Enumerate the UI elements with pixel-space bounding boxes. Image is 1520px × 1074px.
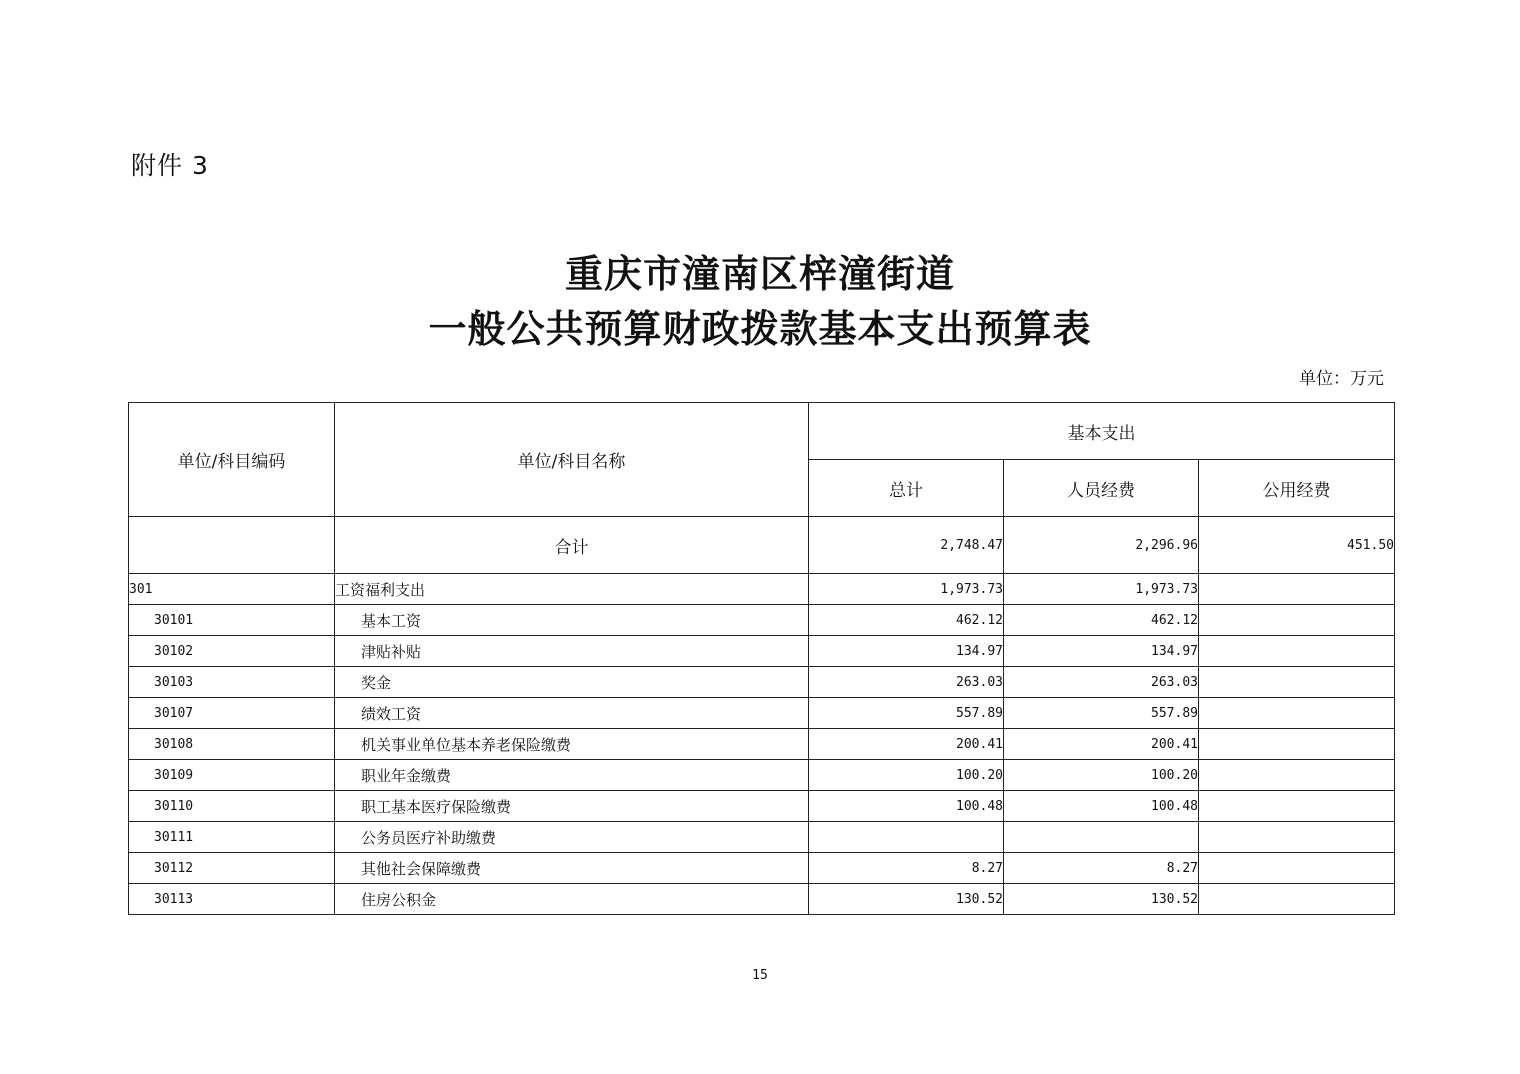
name-cell: 基本工资 — [335, 605, 809, 636]
total-cell: 263.03 — [809, 667, 1004, 698]
name-cell: 住房公积金 — [335, 884, 809, 915]
attachment-label: 附件 3 — [131, 151, 209, 180]
public-cell — [1199, 605, 1395, 636]
personnel-cell: 134.97 — [1004, 636, 1199, 667]
total-cell: 100.48 — [809, 791, 1004, 822]
personnel-cell: 462.12 — [1004, 605, 1199, 636]
header-basic-expenditure: 基本支出 — [809, 403, 1395, 460]
code-cell: 30102 — [129, 636, 335, 667]
code-cell: 30103 — [129, 667, 335, 698]
name-cell: 公务员医疗补助缴费 — [335, 822, 809, 853]
total-row — [129, 517, 1395, 574]
unit-label: 单位：万元 — [1299, 369, 1384, 389]
code-cell: 30107 — [129, 698, 335, 729]
personnel-cell: 100.20 — [1004, 760, 1199, 791]
name-cell: 机关事业单位基本养老保险缴费 — [335, 729, 809, 760]
total-public-cell: 451.50 — [1199, 517, 1395, 574]
total-cell: 200.41 — [809, 729, 1004, 760]
public-cell — [1199, 884, 1395, 915]
personnel-cell — [1004, 822, 1199, 853]
name-cell: 绩效工资 — [335, 698, 809, 729]
table-row — [129, 760, 1395, 791]
table-row — [129, 574, 1395, 605]
total-personnel-cell: 2,296.96 — [1004, 517, 1199, 574]
public-cell — [1199, 760, 1395, 791]
code-cell: 301 — [129, 574, 335, 605]
page-number: 15 — [752, 968, 768, 983]
total-cell: 8.27 — [809, 853, 1004, 884]
personnel-cell: 200.41 — [1004, 729, 1199, 760]
header-personnel: 人员经费 — [1004, 460, 1199, 517]
personnel-cell: 8.27 — [1004, 853, 1199, 884]
name-cell: 工资福利支出 — [335, 574, 809, 605]
table-row — [129, 791, 1395, 822]
personnel-cell: 1,973.73 — [1004, 574, 1199, 605]
personnel-cell: 557.89 — [1004, 698, 1199, 729]
table-row — [129, 605, 1395, 636]
code-cell: 30113 — [129, 884, 335, 915]
code-cell: 30110 — [129, 791, 335, 822]
budget-table — [128, 402, 1395, 915]
public-cell — [1199, 698, 1395, 729]
table-row — [129, 729, 1395, 760]
total-cell: 100.20 — [809, 760, 1004, 791]
table-row — [129, 884, 1395, 915]
table-row — [129, 698, 1395, 729]
name-cell: 职业年金缴费 — [335, 760, 809, 791]
public-cell — [1199, 822, 1395, 853]
total-cell: 134.97 — [809, 636, 1004, 667]
public-cell — [1199, 636, 1395, 667]
personnel-cell: 263.03 — [1004, 667, 1199, 698]
public-cell — [1199, 791, 1395, 822]
total-total-cell: 2,748.47 — [809, 517, 1004, 574]
page-title-line1: 重庆市潼南区梓潼街道 — [564, 251, 955, 296]
table-row — [129, 667, 1395, 698]
code-cell: 30111 — [129, 822, 335, 853]
header-public: 公用经费 — [1199, 460, 1395, 517]
total-cell: 462.12 — [809, 605, 1004, 636]
table-row — [129, 636, 1395, 667]
table-row — [129, 822, 1395, 853]
code-cell: 30112 — [129, 853, 335, 884]
total-cell: 557.89 — [809, 698, 1004, 729]
total-cell — [809, 822, 1004, 853]
header-name: 单位/科目名称 — [335, 403, 809, 517]
total-cell: 130.52 — [809, 884, 1004, 915]
public-cell — [1199, 853, 1395, 884]
total-name-cell: 合计 — [335, 517, 809, 574]
header-total: 总计 — [809, 460, 1004, 517]
page-title-line2: 一般公共预算财政拨款基本支出预算表 — [428, 306, 1092, 351]
name-cell: 其他社会保障缴费 — [335, 853, 809, 884]
public-cell — [1199, 667, 1395, 698]
code-cell: 30101 — [129, 605, 335, 636]
code-cell: 30109 — [129, 760, 335, 791]
public-cell — [1199, 574, 1395, 605]
table-row — [129, 853, 1395, 884]
code-cell: 30108 — [129, 729, 335, 760]
total-cell: 1,973.73 — [809, 574, 1004, 605]
name-cell: 奖金 — [335, 667, 809, 698]
name-cell: 津贴补贴 — [335, 636, 809, 667]
name-cell: 职工基本医疗保险缴费 — [335, 791, 809, 822]
total-code-cell — [129, 517, 335, 574]
public-cell — [1199, 729, 1395, 760]
personnel-cell: 130.52 — [1004, 884, 1199, 915]
header-code: 单位/科目编码 — [129, 403, 335, 517]
personnel-cell: 100.48 — [1004, 791, 1199, 822]
